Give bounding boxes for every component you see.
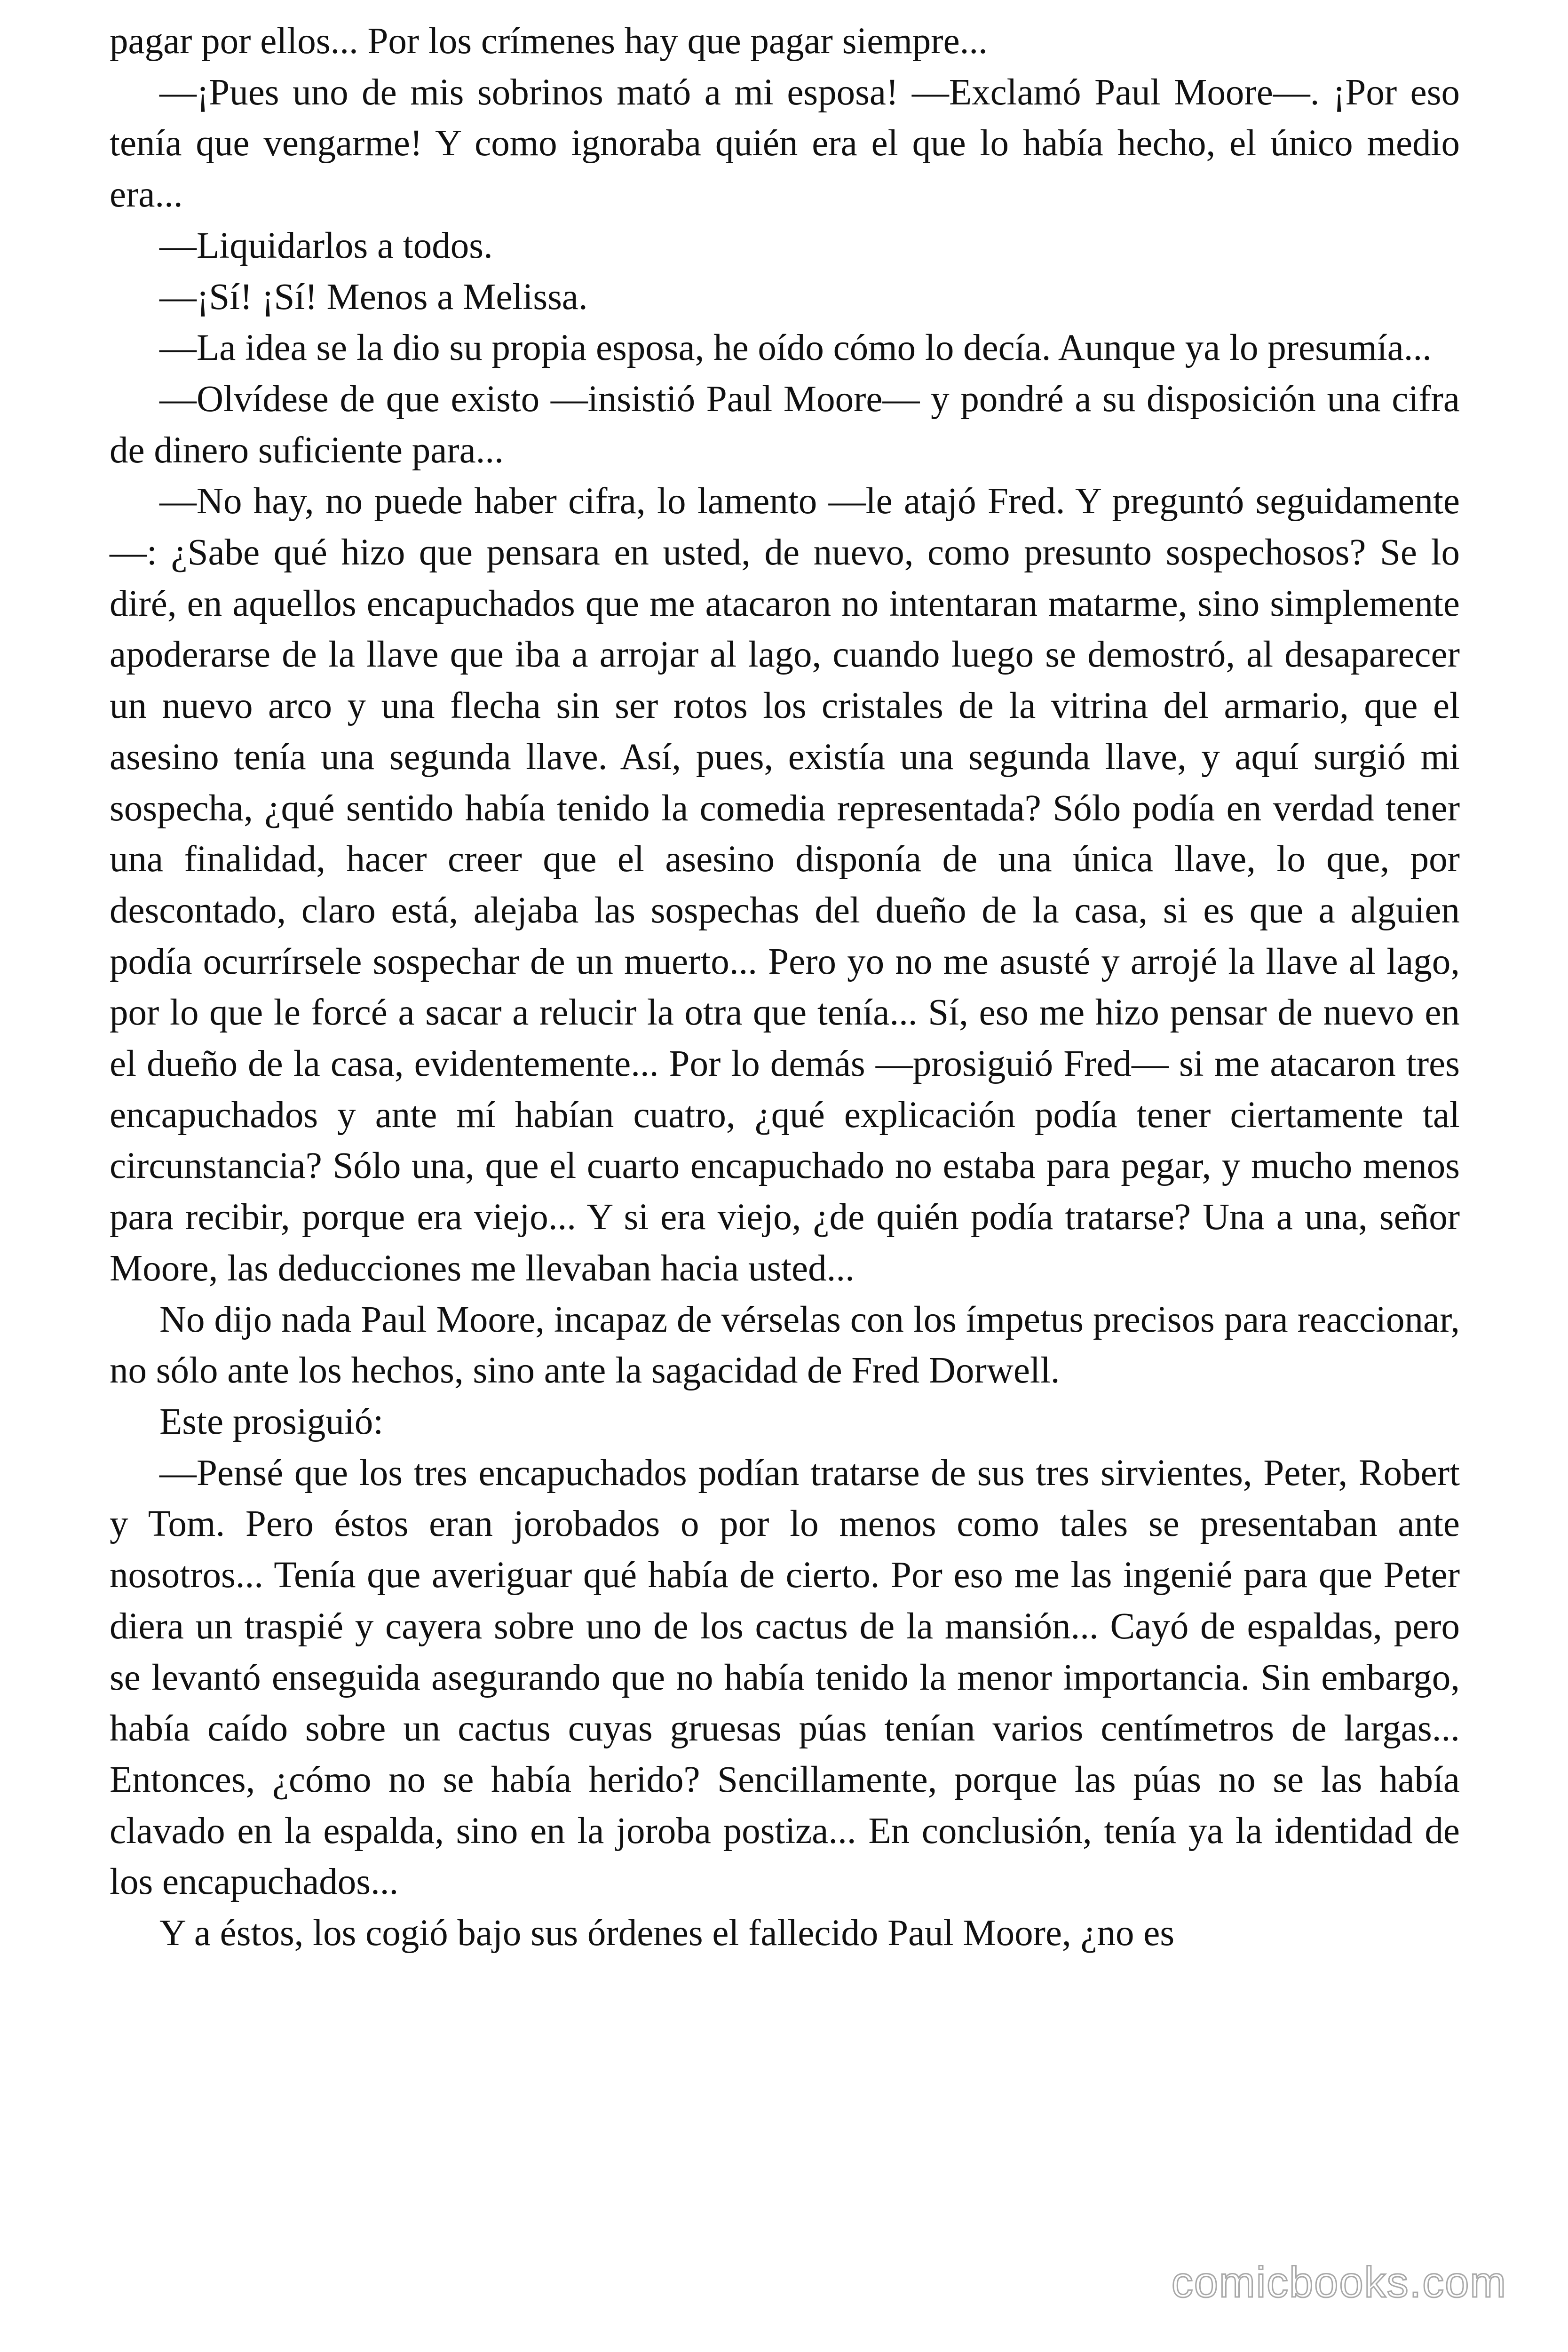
paragraph: —Pensé que los tres encapuchados podían tratarse de sus tres sirvientes, Peter, Robert y Tom. Pero éstos eran jorobados o por lo menos como tales se presentaban ante nosotros... Tenía que averiguar qué había de cierto. Por eso me las ingenié para que Peter diera un traspié y cayera sobre uno de los cactus de la mansión... Cayó de espaldas, pero se levantó enseguida asegurando que no había tenido la menor importancia. Sin embargo, había caído sobre un cactus cuyas gruesas púas tenían varios centímetros de largas... Entonces, ¿cómo no se había herido? Sencillamente, porque las púas no se las había clavado en la espalda, sino en la joroba postiza... En conclusión, tenía ya la identidad de los encapuchados... bbox=[110, 1452, 1460, 1903]
paragraph: —Liquidarlos a todos. bbox=[159, 225, 493, 266]
paragraph: —No hay, no puede haber cifra, lo lamento —le atajó Fred. Y preguntó seguidamente—: ¿Sabe qué hizo que pensara en usted, de nuevo, como presunto sospechosos? Se lo diré, en aquellos encapuchados que me atacaron no intentaran matarme, sino simplemente apoderarse de la llave que iba a arrojar al lago, cuando luego se demostró, al desaparecer un nuevo arco y una flecha sin ser rotos los cristales de la vitrina del armario, que el asesino tenía una segunda llave. Así, pues, existía una segunda llave, y aquí surgió mi sospecha, ¿qué sentido había tenido la comedia representada? Sólo podía en verdad tener una finalidad, hacer creer que el asesino disponía de una única llave, lo que, por descontado, claro está, alejaba las sospechas del dueño de la casa, si es que a alguien podía ocurrírsele sospechar de un muerto... Pero yo no me asusté y arrojé la llave al lago, por lo que le forcé a sacar a relucir la otra que tenía... Sí, eso me hizo pensar de nuevo en el dueño de la casa, evidentemente... Por lo demás —prosiguió Fred— si me atacaron tres encapuchados y ante mí habían cuatro, ¿qué explicación podía tener ciertamente tal circunstancia? Sólo una, que el cuarto encapuchado no estaba para pegar, y mucho menos para recibir, porque era viejo... Y si era viejo, ¿de quién podía tratarse? Una a una, señor Moore, las deducciones me llevaban hacia usted... bbox=[110, 481, 1460, 1289]
paragraph: No dijo nada Paul Moore, incapaz de vérselas con los ímpetus precisos para reaccionar, no sólo ante los hechos, sino ante la sagacidad de Fred Dorwell. bbox=[110, 1299, 1460, 1391]
paragraph: —¡Sí! ¡Sí! Menos a Melissa. bbox=[159, 276, 588, 318]
paragraph: —Olvídese de que existo —insistió Paul Moore— y pondré a su disposición una cifra de dinero suficiente para... bbox=[110, 378, 1460, 471]
document-body bbox=[110, 16, 1460, 1959]
paragraph: pagar por ellos... Por los crímenes hay que pagar siempre... bbox=[110, 21, 988, 62]
paragraph: —La idea se la dio su propia esposa, he oído cómo lo decía. Aunque ya lo presumía... bbox=[159, 327, 1432, 369]
watermark: comicbooks.com bbox=[1171, 2258, 1507, 2306]
paragraph: Este prosiguió: bbox=[159, 1401, 384, 1442]
paragraph: Y a éstos, los cogió bajo sus órdenes el fallecido Paul Moore, ¿no es bbox=[159, 1913, 1175, 1954]
paragraph: —¡Pues uno de mis sobrinos mató a mi esposa! —Exclamó Paul Moore—. ¡Por eso tenía que vengarme! Y como ignoraba quién era el que lo había hecho, el único medio era... bbox=[110, 72, 1460, 215]
